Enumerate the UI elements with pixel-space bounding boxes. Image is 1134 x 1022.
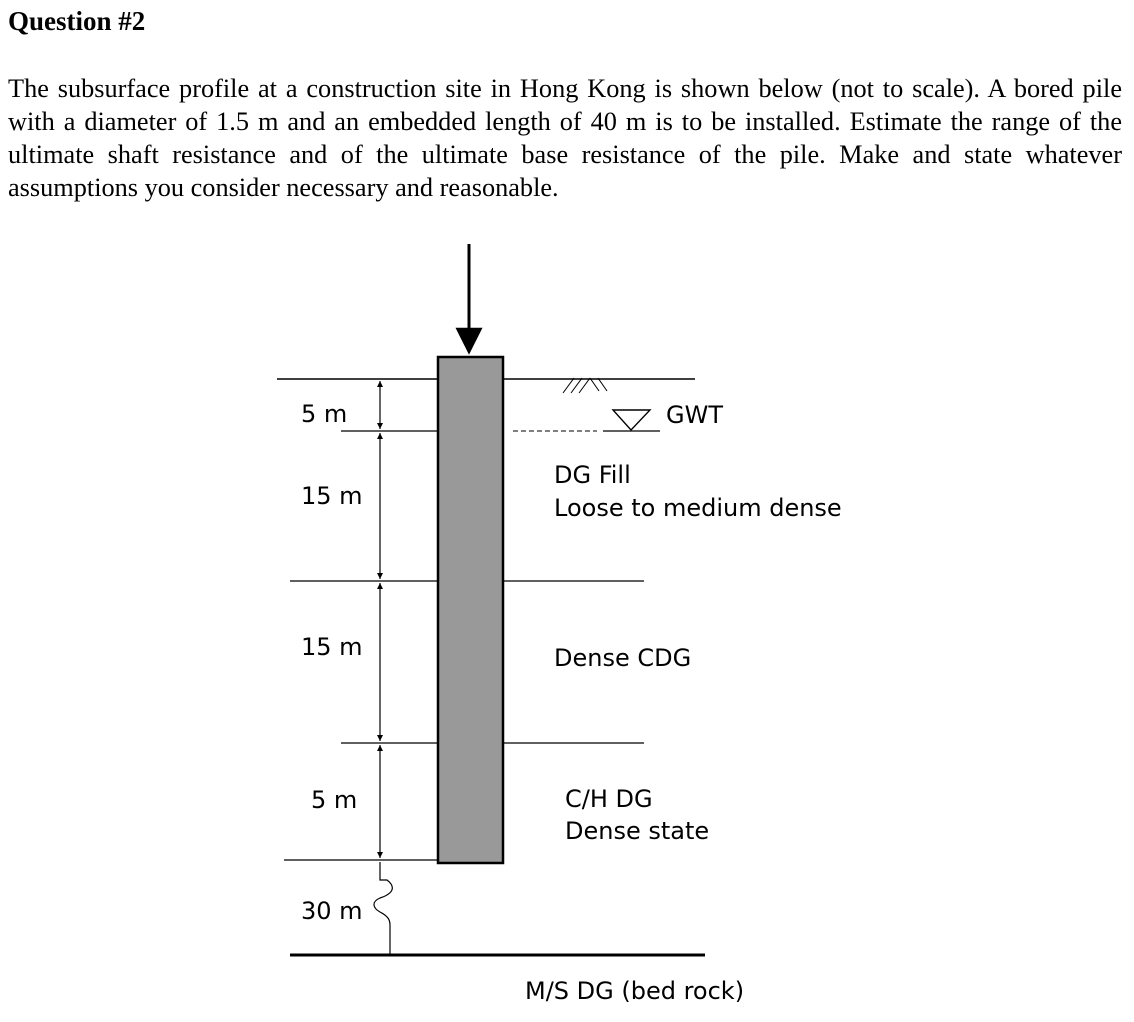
layer-2-name: Dense CDG <box>554 644 692 672</box>
layer-1-description: Loose to medium dense <box>554 494 842 522</box>
layer-4-name: M/S DG (bed rock) <box>525 977 745 1005</box>
dimension-label-1: 5 m <box>301 400 348 428</box>
break-line-icon <box>374 862 392 955</box>
dimension-label-2: 15 m <box>301 482 363 510</box>
question-title: Question #2 <box>8 6 146 36</box>
dimension-label-3: 15 m <box>301 633 363 661</box>
problem-statement: The subsurface profile at a construction site in Hong Kong is shown below (not to scale). A bored pile with a diameter of 1.5 m and an embedded length of 40 m is to be installed. Estimate the range of the ultimate shaft resistance and of the ultimate base resistance of the pile. Make and state whatever assumptions you consider necessary and reasonable. <box>8 74 1122 202</box>
dimension-label-5: 30 m <box>301 897 363 925</box>
gwt-label: GWT <box>666 401 723 429</box>
water-table-icon <box>613 410 650 430</box>
bored-pile <box>438 357 503 863</box>
ground-hatch-icon <box>563 378 607 393</box>
layer-3-name: C/H DG <box>565 785 653 813</box>
dimension-label-4: 5 m <box>311 786 358 814</box>
layer-3-description: Dense state <box>565 817 710 845</box>
layer-1-name: DG Fill <box>554 461 631 489</box>
